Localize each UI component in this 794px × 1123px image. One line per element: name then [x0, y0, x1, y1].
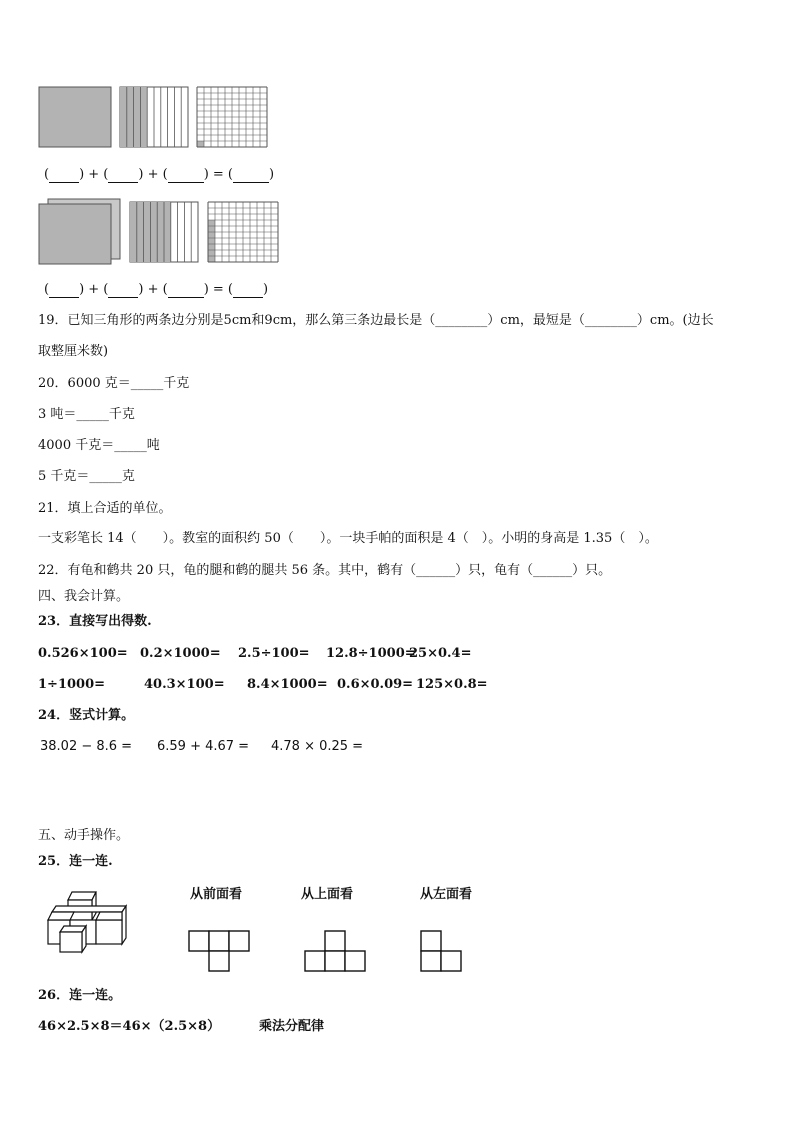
q20-line-3: 4000 千克＝_____吨 — [38, 438, 160, 453]
q18-figure-row1 — [38, 86, 278, 150]
q23-item: 8.4×1000= — [247, 677, 328, 692]
q23-item: 125×0.8= — [416, 677, 488, 692]
q23-item: 12.8÷1000= — [326, 646, 416, 661]
q19-line-2: 取整厘米数) — [38, 344, 109, 359]
q23-item: 25×0.4= — [409, 646, 472, 661]
q20-line-2: 3 吨＝_____千克 — [38, 407, 135, 422]
blank[interactable] — [49, 285, 79, 298]
q20-line-1: 20．6000 克＝_____千克 — [38, 376, 190, 391]
q18-equation-2: ( ) + ( ) + ( ) = ( ) — [44, 282, 269, 297]
view-label-front: 从前面看 — [190, 887, 243, 902]
section-4-heading: 四、我会计算。 — [38, 589, 130, 604]
view-shape-front — [188, 930, 252, 974]
q26-title: 26．连一连。 — [38, 988, 122, 1003]
q23-item: 1÷1000= — [38, 677, 106, 692]
q24-title: 24．竖式计算。 — [38, 708, 135, 723]
view-shape-top — [304, 930, 368, 974]
q19-line-1: 19．已知三角形的两条边分别是5cm和9cm，那么第三条边最长是（________）cm，最短是（________）cm。(边长 — [38, 313, 714, 328]
blank[interactable] — [108, 285, 138, 298]
q26-right-law: 乘法分配律 — [259, 1019, 325, 1034]
q22-text: 22．有龟和鹤共 20 只，龟的腿和鹤的腿共 56 条。其中，鹤有（______）只，龟有（______）只。 — [38, 563, 612, 578]
q23-title: 23．直接写出得数. — [38, 614, 152, 629]
view-shape-left — [420, 930, 466, 974]
q18-figure-row2 — [38, 198, 288, 268]
view-label-top: 从上面看 — [301, 887, 354, 902]
q21-body: 一支彩笔长 14（ ）。教室的面积约 50（ ）。一块手帕的面积是 4（ ）。小明的身高是 1.35（ ）。 — [38, 531, 658, 546]
q20-line-4: 5 千克＝_____克 — [38, 469, 135, 484]
q26-left-expression: 46×2.5×8＝46×（2.5×8） — [38, 1019, 221, 1034]
q24-item: 4.78 × 0.25 = — [271, 739, 364, 754]
q23-item: 0.6×0.09= — [337, 677, 414, 692]
q18-equation-1: ( ) + ( ) + ( ) = ( ) — [44, 167, 275, 182]
q23-item: 0.2×1000= — [140, 646, 221, 661]
q23-item: 40.3×100= — [144, 677, 225, 692]
q23-item: 2.5÷100= — [238, 646, 310, 661]
q24-item: 38.02 − 8.6 = — [40, 739, 133, 754]
blank[interactable] — [168, 285, 204, 298]
blank[interactable] — [108, 170, 138, 183]
blank[interactable] — [49, 170, 79, 183]
blank[interactable] — [168, 170, 204, 183]
q25-title: 25．连一连. — [38, 854, 113, 869]
blank[interactable] — [233, 285, 263, 298]
cube-stack-figure — [44, 888, 140, 954]
q24-item: 6.59 + 4.67 = — [157, 739, 250, 754]
section-5-heading: 五、动手操作。 — [38, 828, 130, 843]
q21-title: 21．填上合适的单位。 — [38, 501, 172, 516]
q23-item: 0.526×100= — [38, 646, 128, 661]
blank[interactable] — [233, 170, 269, 183]
view-label-left: 从左面看 — [420, 887, 473, 902]
